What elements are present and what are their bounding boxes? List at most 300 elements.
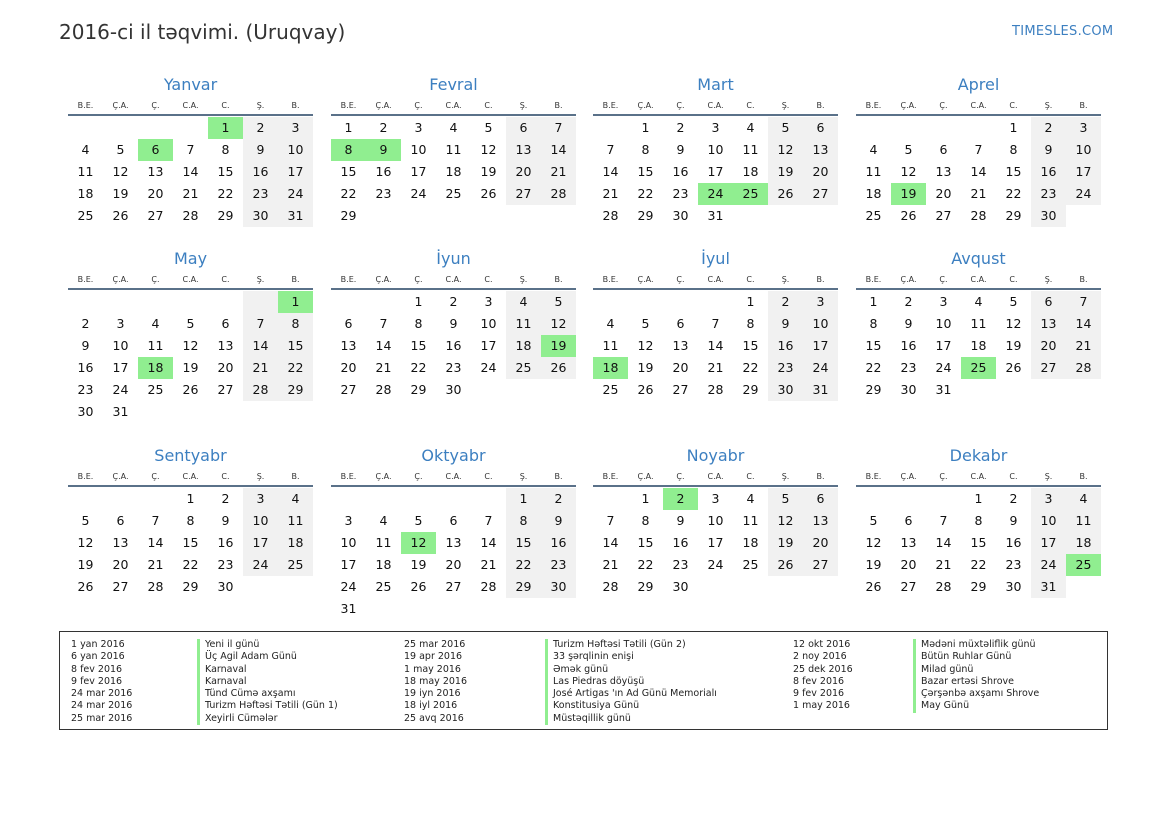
calendar-day[interactable]: 7 [379, 316, 388, 331]
calendar-day[interactable]: 27 [803, 183, 838, 205]
calendar-day[interactable]: 14 [935, 535, 952, 550]
calendar-day[interactable]: 20 [935, 186, 952, 201]
calendar-day[interactable]: 8 [414, 316, 423, 331]
calendar-day[interactable]: 25 [278, 554, 313, 576]
calendar-day[interactable]: 8 [641, 142, 650, 157]
calendar-day[interactable]: 6 [116, 513, 125, 528]
calendar-day[interactable]: 4 [746, 120, 755, 135]
calendar-day[interactable]: 9 [676, 142, 685, 157]
calendar-day[interactable]: 5 [768, 117, 803, 139]
calendar-day[interactable]: 25 [445, 186, 462, 201]
calendar-day[interactable]: 22 [637, 186, 654, 201]
calendar-day[interactable]: 5 [81, 513, 90, 528]
calendar-day[interactable]: 26 [182, 382, 199, 397]
calendar-day[interactable]: 27 [672, 382, 689, 397]
calendar-day[interactable]: 13 [112, 535, 129, 550]
calendar-day[interactable]: 16 [1005, 535, 1022, 550]
calendar-day[interactable]: 1 [641, 491, 650, 506]
calendar-day[interactable]: 12 [865, 535, 882, 550]
calendar-day[interactable]: 15 [217, 164, 234, 179]
calendar-day[interactable]: 27 [112, 579, 129, 594]
calendar-day[interactable]: 11 [278, 510, 313, 532]
calendar-day[interactable]: 27 [217, 382, 234, 397]
calendar-day[interactable]: 7 [606, 513, 615, 528]
calendar-day[interactable]: 20 [803, 532, 838, 554]
calendar-day[interactable]: 13 [217, 338, 234, 353]
calendar-day[interactable]: 17 [278, 161, 313, 183]
calendar-day[interactable]: 17 [1031, 532, 1066, 554]
calendar-day[interactable]: 8 [278, 313, 313, 335]
calendar-day[interactable]: 17 [803, 335, 838, 357]
calendar-day[interactable]: 19 [768, 161, 803, 183]
calendar-day[interactable]: 21 [935, 557, 952, 572]
calendar-day[interactable]: 21 [480, 557, 497, 572]
calendar-day[interactable]: 4 [606, 316, 615, 331]
calendar-day[interactable]: 21 [182, 186, 199, 201]
calendar-day[interactable]: 5 [641, 316, 650, 331]
calendar-day[interactable]: 2 [676, 120, 685, 135]
calendar-day[interactable]: 30 [768, 379, 803, 401]
calendar-day[interactable]: 10 [243, 510, 278, 532]
calendar-day[interactable]: 17 [1066, 161, 1101, 183]
calendar-day[interactable]: 19 [77, 557, 94, 572]
calendar-day[interactable]: 30 [672, 208, 689, 223]
calendar-day[interactable]: 6 [904, 513, 913, 528]
calendar-day[interactable]: 22 [506, 554, 541, 576]
calendar-day[interactable]: 14 [182, 164, 199, 179]
calendar-day[interactable]: 16 [217, 535, 234, 550]
calendar-day[interactable]: 24 [278, 183, 313, 205]
calendar-day[interactable]: 23 [768, 357, 803, 379]
calendar-day[interactable]: 19 [865, 557, 882, 572]
calendar-day[interactable]: 21 [707, 360, 724, 375]
calendar-day[interactable]: 30 [445, 382, 462, 397]
calendar-day[interactable]: 20 [803, 161, 838, 183]
calendar-day[interactable]: 29 [182, 579, 199, 594]
calendar-day[interactable]: 6 [1031, 291, 1066, 313]
calendar-day[interactable]: 27 [445, 579, 462, 594]
calendar-day[interactable]: 8 [641, 513, 650, 528]
calendar-day[interactable]: 18 [970, 338, 987, 353]
calendar-day[interactable]: 4 [449, 120, 458, 135]
calendar-day[interactable]: 14 [375, 338, 392, 353]
calendar-day[interactable]: 11 [147, 338, 164, 353]
calendar-day[interactable]: 14 [541, 139, 576, 161]
calendar-day[interactable]: 18 [506, 335, 541, 357]
calendar-day[interactable]: 25 [602, 382, 619, 397]
calendar-day[interactable]: 26 [541, 357, 576, 379]
calendar-day[interactable]: 4 [746, 491, 755, 506]
calendar-day[interactable]: 5 [484, 120, 493, 135]
calendar-day[interactable]: 14 [602, 535, 619, 550]
calendar-day[interactable]: 22 [410, 360, 427, 375]
calendar-day[interactable]: 7 [484, 513, 493, 528]
calendar-day[interactable]: 21 [1066, 335, 1101, 357]
calendar-day[interactable]: 20 [217, 360, 234, 375]
calendar-day[interactable]: 23 [375, 186, 392, 201]
calendar-day[interactable]: 16 [243, 161, 278, 183]
calendar-day[interactable]: 8 [869, 316, 878, 331]
calendar-day[interactable]: 24 [803, 357, 838, 379]
calendar-day[interactable]: 12 [768, 510, 803, 532]
calendar-day[interactable]: 21 [541, 161, 576, 183]
calendar-day[interactable]: 15 [182, 535, 199, 550]
calendar-day[interactable]: 3 [939, 294, 948, 309]
calendar-day[interactable]: 16 [768, 335, 803, 357]
calendar-day[interactable]: 17 [243, 532, 278, 554]
calendar-day[interactable]: 5 [116, 142, 125, 157]
calendar-day[interactable]: 18 [445, 164, 462, 179]
calendar-day[interactable]: 23 [1031, 183, 1066, 205]
calendar-day[interactable]: 9 [243, 139, 278, 161]
calendar-day[interactable]: 31 [707, 208, 724, 223]
calendar-day[interactable]: 3 [1066, 117, 1101, 139]
calendar-day[interactable]: 4 [1066, 488, 1101, 510]
calendar-day[interactable]: 19 [410, 557, 427, 572]
calendar-day[interactable]: 9 [1009, 513, 1018, 528]
holiday-day[interactable]: 18 [593, 357, 628, 379]
calendar-day[interactable]: 8 [746, 316, 755, 331]
calendar-day[interactable]: 7 [243, 313, 278, 335]
calendar-day[interactable]: 23 [445, 360, 462, 375]
calendar-day[interactable]: 17 [112, 360, 129, 375]
calendar-day[interactable]: 2 [1031, 117, 1066, 139]
holiday-day[interactable]: 25 [1066, 554, 1101, 576]
calendar-day[interactable]: 27 [1031, 357, 1066, 379]
calendar-day[interactable]: 17 [340, 557, 357, 572]
calendar-day[interactable]: 22 [217, 186, 234, 201]
calendar-day[interactable]: 21 [970, 186, 987, 201]
calendar-day[interactable]: 22 [278, 357, 313, 379]
holiday-day[interactable]: 9 [366, 139, 401, 161]
calendar-day[interactable]: 11 [742, 513, 759, 528]
calendar-day[interactable]: 22 [340, 186, 357, 201]
calendar-day[interactable]: 21 [243, 357, 278, 379]
calendar-day[interactable]: 24 [707, 557, 724, 572]
calendar-day[interactable]: 9 [81, 338, 90, 353]
calendar-day[interactable]: 17 [410, 164, 427, 179]
calendar-day[interactable]: 1 [186, 491, 195, 506]
calendar-day[interactable]: 10 [278, 139, 313, 161]
calendar-day[interactable]: 16 [445, 338, 462, 353]
calendar-day[interactable]: 28 [602, 208, 619, 223]
calendar-day[interactable]: 13 [147, 164, 164, 179]
holiday-day[interactable]: 6 [138, 139, 173, 161]
calendar-day[interactable]: 21 [147, 557, 164, 572]
calendar-day[interactable]: 14 [243, 335, 278, 357]
calendar-day[interactable]: 10 [340, 535, 357, 550]
calendar-day[interactable]: 18 [1066, 532, 1101, 554]
calendar-day[interactable]: 30 [217, 579, 234, 594]
calendar-day[interactable]: 7 [151, 513, 160, 528]
calendar-day[interactable]: 4 [151, 316, 160, 331]
calendar-day[interactable]: 28 [480, 579, 497, 594]
calendar-day[interactable]: 20 [1031, 335, 1066, 357]
calendar-day[interactable]: 18 [865, 186, 882, 201]
calendar-day[interactable]: 15 [742, 338, 759, 353]
calendar-day[interactable]: 4 [278, 488, 313, 510]
calendar-day[interactable]: 3 [344, 513, 353, 528]
calendar-day[interactable]: 15 [1005, 164, 1022, 179]
calendar-day[interactable]: 15 [340, 164, 357, 179]
calendar-day[interactable]: 24 [480, 360, 497, 375]
calendar-day[interactable]: 1 [1009, 120, 1018, 135]
calendar-day[interactable]: 31 [935, 382, 952, 397]
calendar-day[interactable]: 16 [77, 360, 94, 375]
calendar-day[interactable]: 15 [637, 164, 654, 179]
calendar-day[interactable]: 9 [1031, 139, 1066, 161]
calendar-day[interactable]: 20 [147, 186, 164, 201]
calendar-day[interactable]: 7 [974, 142, 983, 157]
calendar-day[interactable]: 11 [375, 535, 392, 550]
calendar-day[interactable]: 2 [1009, 491, 1018, 506]
calendar-day[interactable]: 14 [147, 535, 164, 550]
calendar-day[interactable]: 29 [410, 382, 427, 397]
calendar-day[interactable]: 30 [77, 404, 94, 419]
calendar-day[interactable]: 18 [742, 164, 759, 179]
calendar-day[interactable]: 22 [182, 557, 199, 572]
calendar-day[interactable]: 10 [707, 142, 724, 157]
calendar-day[interactable]: 9 [768, 313, 803, 335]
calendar-day[interactable]: 10 [480, 316, 497, 331]
calendar-day[interactable]: 30 [672, 579, 689, 594]
calendar-day[interactable]: 28 [970, 208, 987, 223]
calendar-day[interactable]: 3 [803, 291, 838, 313]
calendar-day[interactable]: 15 [865, 338, 882, 353]
calendar-day[interactable]: 26 [112, 208, 129, 223]
calendar-day[interactable]: 3 [484, 294, 493, 309]
calendar-day[interactable]: 27 [935, 208, 952, 223]
holiday-day[interactable]: 24 [698, 183, 733, 205]
calendar-day[interactable]: 28 [707, 382, 724, 397]
calendar-day[interactable]: 26 [410, 579, 427, 594]
calendar-day[interactable]: 2 [904, 294, 913, 309]
calendar-day[interactable]: 18 [742, 535, 759, 550]
calendar-day[interactable]: 27 [803, 554, 838, 576]
holiday-day[interactable]: 8 [331, 139, 366, 161]
calendar-day[interactable]: 31 [803, 379, 838, 401]
calendar-day[interactable]: 28 [182, 208, 199, 223]
calendar-day[interactable]: 10 [803, 313, 838, 335]
calendar-day[interactable]: 17 [480, 338, 497, 353]
calendar-day[interactable]: 4 [974, 294, 983, 309]
calendar-day[interactable]: 23 [77, 382, 94, 397]
calendar-day[interactable]: 24 [340, 579, 357, 594]
calendar-day[interactable]: 26 [768, 554, 803, 576]
calendar-day[interactable]: 9 [541, 510, 576, 532]
calendar-day[interactable]: 1 [746, 294, 755, 309]
calendar-day[interactable]: 31 [278, 205, 313, 227]
calendar-day[interactable]: 2 [81, 316, 90, 331]
calendar-day[interactable]: 13 [1031, 313, 1066, 335]
calendar-day[interactable]: 13 [672, 338, 689, 353]
calendar-day[interactable]: 26 [865, 579, 882, 594]
calendar-day[interactable]: 12 [480, 142, 497, 157]
holiday-day[interactable]: 25 [733, 183, 768, 205]
calendar-day[interactable]: 16 [672, 535, 689, 550]
calendar-day[interactable]: 4 [81, 142, 90, 157]
calendar-day[interactable]: 7 [186, 142, 195, 157]
calendar-day[interactable]: 1 [641, 120, 650, 135]
calendar-day[interactable]: 20 [672, 360, 689, 375]
calendar-day[interactable]: 7 [711, 316, 720, 331]
calendar-day[interactable]: 29 [278, 379, 313, 401]
calendar-day[interactable]: 18 [77, 186, 94, 201]
calendar-day[interactable]: 6 [803, 117, 838, 139]
calendar-day[interactable]: 24 [243, 554, 278, 576]
calendar-day[interactable]: 11 [742, 142, 759, 157]
calendar-day[interactable]: 9 [449, 316, 458, 331]
calendar-day[interactable]: 30 [243, 205, 278, 227]
calendar-day[interactable]: 29 [506, 576, 541, 598]
calendar-day[interactable]: 26 [77, 579, 94, 594]
holiday-day[interactable]: 19 [891, 183, 926, 205]
calendar-day[interactable]: 10 [410, 142, 427, 157]
calendar-day[interactable]: 18 [278, 532, 313, 554]
calendar-day[interactable]: 29 [340, 208, 357, 223]
calendar-day[interactable]: 24 [1031, 554, 1066, 576]
calendar-day[interactable]: 15 [970, 535, 987, 550]
calendar-day[interactable]: 17 [707, 164, 724, 179]
calendar-day[interactable]: 30 [1031, 205, 1066, 227]
calendar-day[interactable]: 12 [768, 139, 803, 161]
calendar-day[interactable]: 20 [112, 557, 129, 572]
calendar-day[interactable]: 24 [1066, 183, 1101, 205]
calendar-day[interactable]: 2 [379, 120, 388, 135]
calendar-day[interactable]: 17 [935, 338, 952, 353]
calendar-day[interactable]: 23 [672, 557, 689, 572]
calendar-day[interactable]: 6 [506, 117, 541, 139]
calendar-day[interactable]: 3 [243, 488, 278, 510]
calendar-day[interactable]: 7 [1066, 291, 1101, 313]
calendar-day[interactable]: 19 [1005, 338, 1022, 353]
calendar-day[interactable]: 10 [1031, 510, 1066, 532]
calendar-day[interactable]: 10 [935, 316, 952, 331]
calendar-day[interactable]: 7 [939, 513, 948, 528]
calendar-day[interactable]: 12 [182, 338, 199, 353]
calendar-day[interactable]: 31 [340, 601, 357, 616]
calendar-day[interactable]: 11 [445, 142, 462, 157]
calendar-day[interactable]: 9 [904, 316, 913, 331]
calendar-day[interactable]: 22 [970, 557, 987, 572]
calendar-day[interactable]: 29 [217, 208, 234, 223]
calendar-day[interactable]: 18 [375, 557, 392, 572]
calendar-day[interactable]: 16 [1031, 161, 1066, 183]
calendar-day[interactable]: 5 [541, 291, 576, 313]
calendar-day[interactable]: 6 [676, 316, 685, 331]
calendar-day[interactable]: 12 [637, 338, 654, 353]
calendar-day[interactable]: 3 [711, 491, 720, 506]
holiday-day[interactable]: 12 [401, 532, 436, 554]
calendar-day[interactable]: 3 [116, 316, 125, 331]
calendar-day[interactable]: 29 [865, 382, 882, 397]
calendar-day[interactable]: 8 [221, 142, 230, 157]
calendar-day[interactable]: 15 [637, 535, 654, 550]
calendar-day[interactable]: 16 [541, 532, 576, 554]
calendar-day[interactable]: 27 [340, 382, 357, 397]
calendar-day[interactable]: 14 [1066, 313, 1101, 335]
calendar-day[interactable]: 28 [1066, 357, 1101, 379]
calendar-day[interactable]: 12 [900, 164, 917, 179]
holiday-day[interactable]: 1 [278, 291, 313, 313]
calendar-day[interactable]: 11 [865, 164, 882, 179]
calendar-day[interactable]: 19 [637, 360, 654, 375]
calendar-day[interactable]: 3 [1031, 488, 1066, 510]
calendar-day[interactable]: 9 [221, 513, 230, 528]
calendar-day[interactable]: 20 [506, 161, 541, 183]
calendar-day[interactable]: 27 [506, 183, 541, 205]
calendar-day[interactable]: 11 [970, 316, 987, 331]
holiday-day[interactable]: 2 [663, 488, 698, 510]
calendar-day[interactable]: 29 [637, 208, 654, 223]
calendar-day[interactable]: 13 [803, 510, 838, 532]
calendar-day[interactable]: 28 [602, 579, 619, 594]
calendar-day[interactable]: 25 [506, 357, 541, 379]
calendar-day[interactable]: 19 [112, 186, 129, 201]
calendar-day[interactable]: 27 [147, 208, 164, 223]
calendar-day[interactable]: 27 [900, 579, 917, 594]
calendar-day[interactable]: 6 [344, 316, 353, 331]
calendar-day[interactable]: 12 [1005, 316, 1022, 331]
calendar-day[interactable]: 19 [182, 360, 199, 375]
calendar-day[interactable]: 15 [506, 532, 541, 554]
calendar-day[interactable]: 14 [707, 338, 724, 353]
calendar-day[interactable]: 2 [221, 491, 230, 506]
calendar-day[interactable]: 10 [1066, 139, 1101, 161]
calendar-day[interactable]: 26 [900, 208, 917, 223]
calendar-day[interactable]: 7 [606, 142, 615, 157]
calendar-day[interactable]: 2 [449, 294, 458, 309]
calendar-day[interactable]: 23 [243, 183, 278, 205]
calendar-day[interactable]: 13 [445, 535, 462, 550]
calendar-day[interactable]: 15 [278, 335, 313, 357]
calendar-day[interactable]: 25 [865, 208, 882, 223]
calendar-day[interactable]: 3 [414, 120, 423, 135]
calendar-day[interactable]: 24 [410, 186, 427, 201]
calendar-day[interactable]: 8 [1009, 142, 1018, 157]
holiday-day[interactable]: 19 [541, 335, 576, 357]
calendar-day[interactable]: 19 [768, 532, 803, 554]
calendar-day[interactable]: 25 [375, 579, 392, 594]
calendar-day[interactable]: 12 [112, 164, 129, 179]
calendar-day[interactable]: 15 [410, 338, 427, 353]
calendar-day[interactable]: 31 [112, 404, 129, 419]
calendar-day[interactable]: 28 [147, 579, 164, 594]
calendar-day[interactable]: 28 [935, 579, 952, 594]
holiday-day[interactable]: 1 [208, 117, 243, 139]
calendar-day[interactable]: 21 [375, 360, 392, 375]
calendar-day[interactable]: 13 [340, 338, 357, 353]
calendar-day[interactable]: 20 [340, 360, 357, 375]
calendar-day[interactable]: 20 [900, 557, 917, 572]
calendar-day[interactable]: 14 [480, 535, 497, 550]
calendar-day[interactable]: 1 [506, 488, 541, 510]
calendar-day[interactable]: 1 [974, 491, 983, 506]
calendar-day[interactable]: 23 [672, 186, 689, 201]
calendar-day[interactable]: 12 [77, 535, 94, 550]
calendar-day[interactable]: 2 [541, 488, 576, 510]
calendar-day[interactable]: 23 [217, 557, 234, 572]
calendar-day[interactable]: 2 [243, 117, 278, 139]
calendar-day[interactable]: 25 [742, 557, 759, 572]
calendar-day[interactable]: 3 [711, 120, 720, 135]
calendar-day[interactable]: 11 [77, 164, 94, 179]
calendar-day[interactable]: 9 [676, 513, 685, 528]
calendar-day[interactable]: 5 [186, 316, 195, 331]
calendar-day[interactable]: 13 [935, 164, 952, 179]
holiday-day[interactable]: 25 [961, 357, 996, 379]
calendar-day[interactable]: 10 [112, 338, 129, 353]
